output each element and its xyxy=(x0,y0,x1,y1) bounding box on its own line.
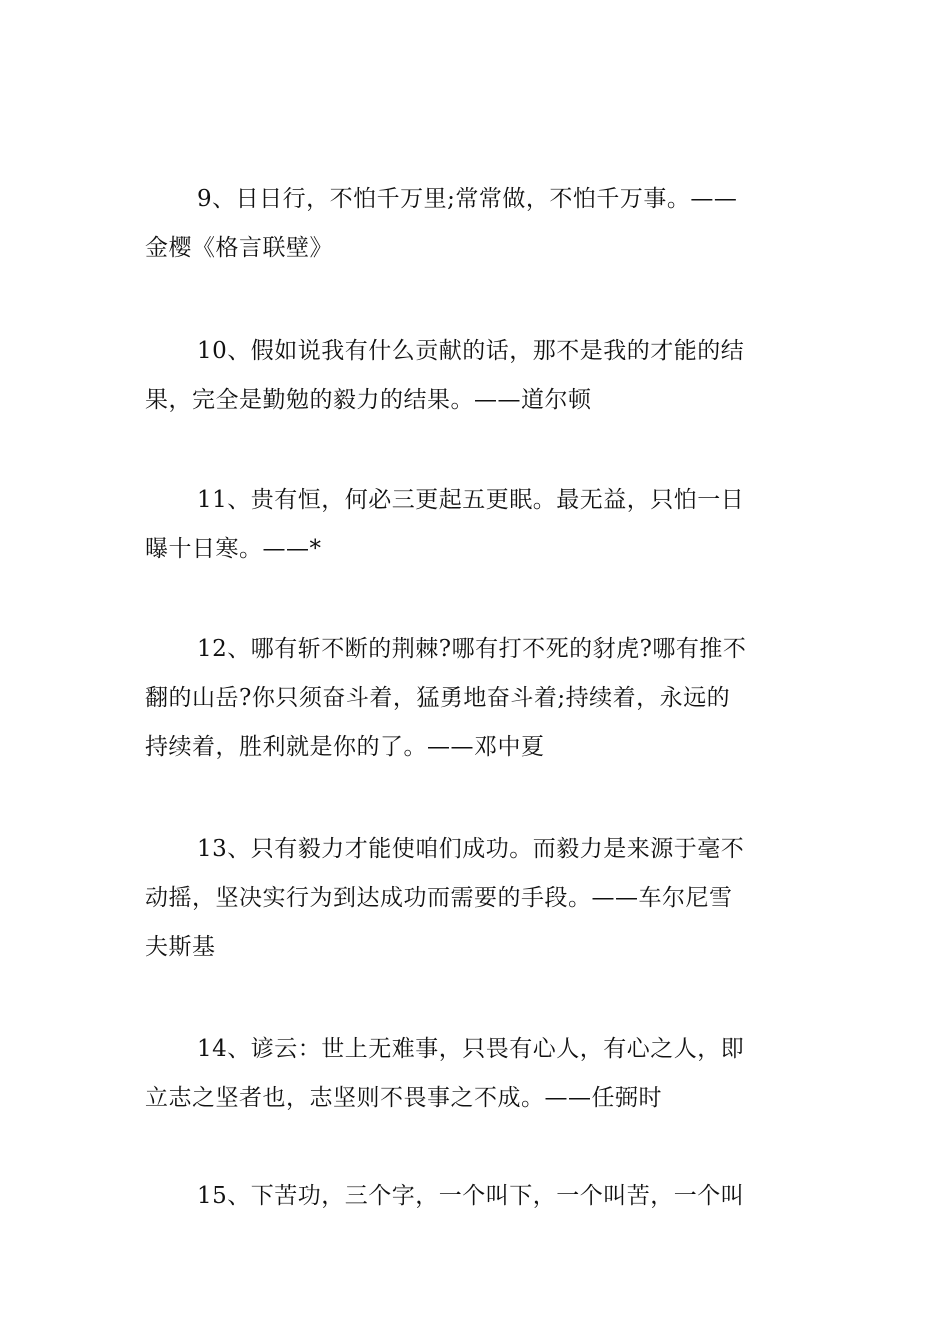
text-line: 12、哪有斩不断的荆棘?哪有打不死的豺虎?哪有推不 xyxy=(197,636,747,662)
text-line: 15、下苦功，三个字，一个叫下，一个叫苦，一个叫 xyxy=(197,1183,745,1209)
text-line: 果，完全是勤勉的毅力的结果。——道尔顿 xyxy=(145,387,592,413)
quote-paragraph-15 xyxy=(145,1172,810,1221)
text-line: 11、贵有恒，何必三更起五更眠。最无益，只怕一日 xyxy=(197,487,745,513)
text-line: 持续着，胜利就是你的了。——邓中夏 xyxy=(145,734,545,760)
text-line: 曝十日寒。——* xyxy=(145,536,322,562)
text-line: 动摇，坚决实行为到达成功而需要的手段。——车尔尼雪 xyxy=(145,885,733,911)
text-line: 翻的山岳?你只须奋斗着，猛勇地奋斗着;持续着，永远的 xyxy=(145,685,731,711)
text-line: 9、日日行，不怕千万里;常常做，不怕千万事。—— xyxy=(197,186,738,212)
text-line: 夫斯基 xyxy=(145,934,216,960)
quote-paragraph-10 xyxy=(145,327,810,425)
text-line: 10、假如说我有什么贡献的话，那不是我的才能的结 xyxy=(197,338,745,364)
quote-paragraph-11 xyxy=(145,476,810,574)
text-line: 立志之坚者也，志坚则不畏事之不成。——任弼时 xyxy=(145,1085,662,1111)
quote-paragraph-12 xyxy=(145,625,810,772)
quote-paragraph-9 xyxy=(145,175,810,273)
text-line: 金樱《格言联壁》 xyxy=(145,235,333,261)
quote-paragraph-13 xyxy=(145,825,810,972)
text-line: 13、只有毅力才能使咱们成功。而毅力是来源于毫不 xyxy=(197,836,745,862)
text-line: 14、谚云：世上无难事，只畏有心人，有心之人，即 xyxy=(197,1036,745,1062)
quote-paragraph-14 xyxy=(145,1025,810,1123)
